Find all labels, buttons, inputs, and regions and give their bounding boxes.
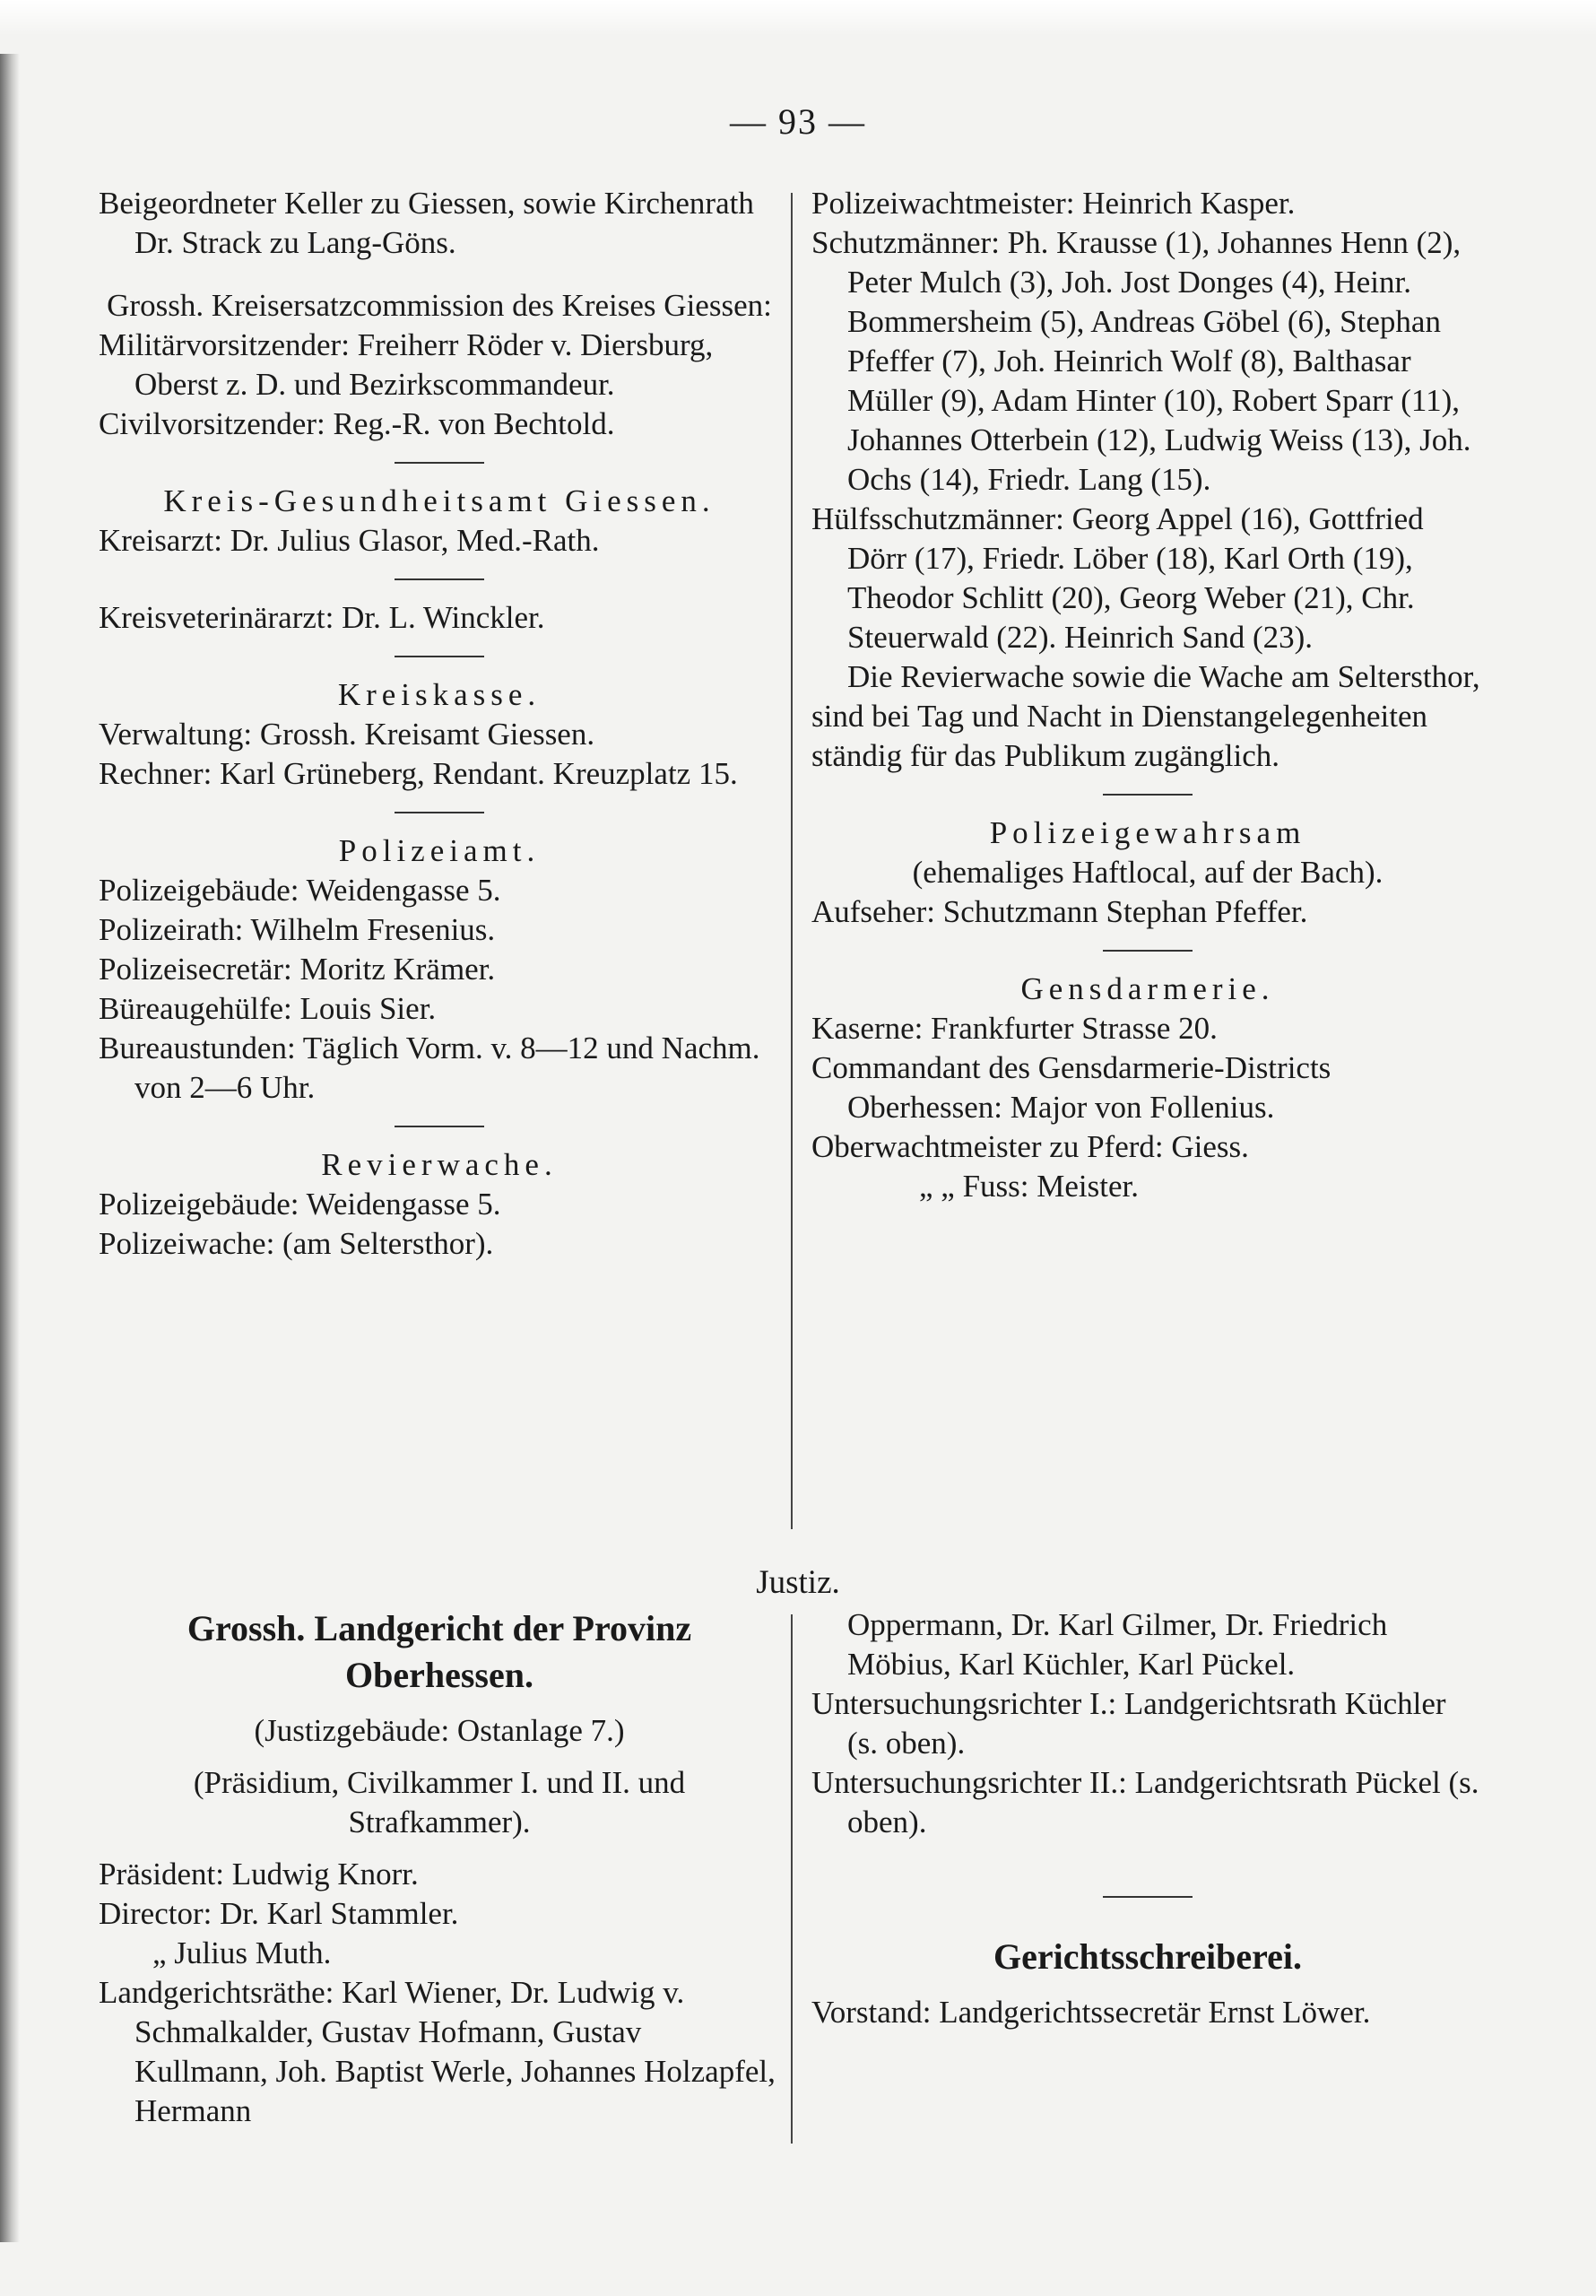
column-divider-bottom xyxy=(791,1614,793,2144)
gensdarmerie-line-3: „ „ Fuss: Meister. xyxy=(919,1169,1139,1204)
right-column-bottom xyxy=(811,1605,1484,2032)
left-column-bottom xyxy=(99,1605,780,2131)
polizeiamt-line-3: Büreaugehülfe: Louis Sier. xyxy=(99,991,437,1026)
column-divider-top xyxy=(791,193,793,1529)
landgericht-heading: Grossh. Landgericht der Provinz Oberhessen. xyxy=(186,1608,692,1695)
polizeiamt-heading: Polizeiamt. xyxy=(338,833,541,868)
intro-text: Beigeordneter Keller zu Giessen, sowie Kirchenrath Dr. Strack zu Lang-Göns. xyxy=(99,186,754,260)
divider-rule xyxy=(395,812,484,813)
richter-line-2: Untersuchungsrichter II.: Landgerichtsrath Pückel (s. oben). xyxy=(811,1765,1479,1839)
gesundheit-line: Kreisarzt: Dr. Julius Glasor, Med.-Rath. xyxy=(99,523,600,558)
wachtmeister-line: Polizeiwachtmeister: Heinrich Kasper. xyxy=(811,186,1296,221)
huelfsschutzmaenner-list: Hülfsschutzmänner: Georg Appel (16), Gottfried Dörr (17), Friedr. Löber (18), Karl Orth (19), Theodor Schlitt (20), Georg Weber (21), Chr. Steuerwald (22). Heinrich Sand (23). xyxy=(811,501,1424,655)
gensdarmerie-line-2: Oberwachtmeister zu Pferd: Giess. xyxy=(811,1129,1249,1164)
ersatz-line-1: Civilvorsitzender: Reg.-R. von Bechtold. xyxy=(99,406,615,441)
justiz-title: Justiz. xyxy=(756,1564,840,1601)
landgericht-line-0: Präsident: Ludwig Knorr. xyxy=(99,1857,419,1892)
landgericht-line-3: Landgerichtsräthe: Karl Wiener, Dr. Ludwig v. Schmalkalder, Gustav Hofmann, Gustav Kullmann, Joh. Baptist Werle, Johannes Holzapfel, Hermann xyxy=(99,1975,776,2128)
page-number: — 93 — xyxy=(730,101,866,142)
landgericht-address: (Justizgebäude: Ostanlage 7.) xyxy=(254,1713,625,1748)
ersatz-line-0: Militärvorsitzender: Freiherr Röder v. Diersburg, Oberst z. D. und Bezirkscommandeur. xyxy=(99,327,714,402)
kasse-heading: Kreiskasse. xyxy=(337,677,542,712)
revierwache-heading: Revierwache. xyxy=(321,1147,558,1182)
richter-line-1: Untersuchungsrichter I.: Landgerichtsrath Küchler (s. oben). xyxy=(811,1686,1446,1761)
divider-rule xyxy=(1103,794,1193,796)
polizeiamt-line-2: Polizeisecretär: Moritz Krämer. xyxy=(99,952,496,987)
revierwache-line-0: Polizeigebäude: Weidengasse 5. xyxy=(99,1187,501,1222)
kasse-line-1: Rechner: Karl Grüneberg, Rendant. Kreuzplatz 15. xyxy=(99,756,738,791)
richter-line-0: Oppermann, Dr. Karl Gilmer, Dr. Friedrich Möbius, Karl Küchler, Karl Pückel. xyxy=(847,1607,1388,1682)
revierwache-line-1: Polizeiwache: (am Seltersthor). xyxy=(99,1226,494,1261)
schutzmaenner-list: Schutzmänner: Ph. Krausse (1), Johannes Henn (2), Peter Mulch (3), Joh. Jost Donges (4), Heinr. Bommersheim (5), Andreas Göbel (6), Stephan Pfeffer (7), Joh. Heinrich Wolf (8), Balthasar Müller (9), Adam Hinter (10), Robert Sparr (11), Johannes Otterbein (12), Ludwig Weiss (13), Joh. Ochs (14), Friedr. Lang (15). xyxy=(811,225,1471,497)
veterinaer-line: Kreisveterinärarzt: Dr. L. Winckler. xyxy=(99,600,545,635)
polizeiamt-line-1: Polizeirath: Wilhelm Fresenius. xyxy=(99,912,496,947)
left-column-top xyxy=(99,184,780,1264)
landgericht-line-2: „ Julius Muth. xyxy=(152,1935,332,1970)
polizeiamt-line-4: Bureaustunden: Täglich Vorm. v. 8—12 und Nachm. von 2—6 Uhr. xyxy=(99,1031,760,1105)
gewahrsam-heading: Polizeigewahrsam xyxy=(989,815,1306,850)
revierwache-note: Die Revierwache sowie die Wache am Seltersthor, sind bei Tag und Nacht in Dienstangelegenheiten ständig für das Publikum zugänglich. xyxy=(811,659,1480,773)
polizeiamt-line-0: Polizeigebäude: Weidengasse 5. xyxy=(99,873,501,908)
gensdarmerie-line-0: Kaserne: Frankfurter Strasse 20. xyxy=(811,1011,1218,1046)
gewahrsam-subheading: (ehemaliges Haftlocal, auf der Bach). xyxy=(912,855,1383,890)
landgericht-line-1: Director: Dr. Karl Stammler. xyxy=(99,1896,459,1931)
divider-rule xyxy=(395,462,484,464)
kasse-line-0: Verwaltung: Grossh. Kreisamt Giessen. xyxy=(99,717,595,752)
gewahrsam-line: Aufseher: Schutzmann Stephan Pfeffer. xyxy=(811,894,1308,929)
divider-rule xyxy=(1103,950,1193,952)
schreiberei-heading: Gerichtsschreiberei. xyxy=(993,1936,1302,1977)
divider-rule xyxy=(395,578,484,580)
divider-rule xyxy=(395,1126,484,1127)
landgericht-scope: (Präsidium, Civilkammer I. und II. und Strafkammer). xyxy=(193,1765,686,1839)
divider-rule xyxy=(1103,1896,1193,1898)
vorstand-line: Vorstand: Landgerichtssecretär Ernst Löwer. xyxy=(811,1995,1371,2030)
ersatz-heading: Grossh. Kreisersatzcommission des Kreises Giessen: xyxy=(107,288,772,323)
right-column-top xyxy=(811,184,1484,1206)
gensdarmerie-line-1: Commandant des Gensdarmerie-Districts Oberhessen: Major von Follenius. xyxy=(811,1050,1331,1125)
divider-rule xyxy=(395,656,484,657)
scan-top-edge xyxy=(0,0,1596,36)
gensdarmerie-heading: Gensdarmerie. xyxy=(1020,971,1275,1006)
gesundheit-heading: Kreis-Gesundheitsamt Giessen. xyxy=(163,483,716,518)
scan-left-edge xyxy=(0,54,20,2242)
